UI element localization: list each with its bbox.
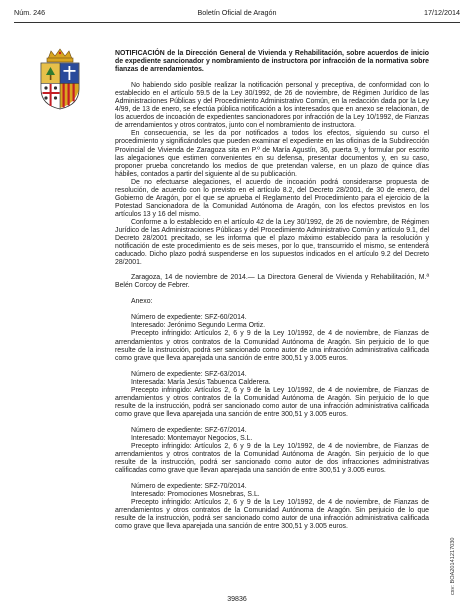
cve-code <box>450 475 456 595</box>
record-infraction: Precepto infringido: Artículos 2, 6 y 9 de la Ley 10/1992, de 4 de noviembre, de Fianzas de arrendamientos y otros contratos de la Comunidad Autónoma de Aragón. Sin perjuicio de lo que resulte de la instrucción, podrá ser sancionado como autor de una infracción administrativa calificada como grave que lleva aparejada una sanción de entre 300,51 y 3.005 euros. <box>115 330 429 362</box>
record-party: Interesada: María Jesús Tabuenca Calderera. <box>131 378 271 386</box>
issue-date: 17/12/2014 <box>424 8 460 17</box>
record-number: Número de expediente: SFZ-63/2014. <box>131 370 247 378</box>
list-item <box>115 427 429 475</box>
issue-number: Núm. 246 <box>14 8 46 17</box>
record-party: Interesado: Promociones Mosnebras, S.L. <box>131 491 260 499</box>
signature-line: Zaragoza, 14 de noviembre de 2014.— La Directora General de Vivienda y Rehabilitación, M.ª Belén Corcoy de Febrer. <box>115 274 429 290</box>
record-infraction: Precepto infringido: Artículos 2, 6 y 9 de la Ley 10/1992, de 4 de noviembre, de Fianzas de arrendamientos y otros contratos de la Comunidad Autónoma de Aragón. Sin perjuicio de lo que resulte de la instrucción, podrá ser sancionado como autor de dos infracciones administrativas calificadas como grave que llevan aparejada una sanción de entre 300,51 y 3.005 euros. <box>115 443 429 475</box>
record-number: Número de expediente: SFZ-70/2014. <box>131 483 247 491</box>
aragon-coat-of-arms-icon <box>34 47 86 111</box>
page-number: 39836 <box>227 596 247 603</box>
paragraph-allegations: De no efectuarse alegaciones, el acuerdo de incoación podrá considerarse propuesta de resolución, de acuerdo con lo previsto en el artículo 8.2, del Decreto 28/2001, de 30 de enero, del Gobierno de Aragón, por el que se aprueba el Reglamento del Procedimiento para el ejercicio de la Potestad Sancionadora de la Comunidad Autónoma de Aragón, con los efectos previstos en los artículos 13 y 16 del mismo. <box>115 178 429 218</box>
list-item <box>115 371 429 419</box>
publication-name: Boletín Oficial de Aragón <box>197 8 277 17</box>
annex-label: Anexo: <box>131 298 153 306</box>
notice-title: NOTIFICACIÓN de la Dirección General de Vivienda y Rehabilitación, sobre acuerdos de inicio de expediente sancionador y nombramiento de instructora por infracción de la normativa sobre fianzas de arrendamientos. <box>115 50 429 74</box>
paragraph-deadline: Conforme a lo establecido en el artículo 42 de la Ley 30/1992, de 26 de noviembre, de Régimen Jurídico de las Administraciones Públicas y del Procedimiento Administrativo Común y artículo 9.1, del Decreto 28/2001 precitado, se les informa que el plazo máximo establecido para la resolución y notificación de este procedimiento es de seis meses, por lo que, transcurrido el mismo, se entenderá caducado. Dicho plazo podrá suspenderse en los supuestos indicados en el artículo 9.2 del Decreto 28/2001. <box>115 218 429 267</box>
page-header <box>14 6 460 20</box>
list-item <box>115 483 429 531</box>
cve-label: csv: BOA20141217030 <box>450 537 456 595</box>
record-party: Interesado: Montemayor Negocios, S.L. <box>131 434 253 442</box>
notice-body <box>115 50 429 539</box>
record-infraction: Precepto infringido: Artículos 2, 6 y 9 de la Ley 10/1992, de 4 de noviembre, de Fianzas de arrendamientos y otros contratos de la Comunidad Autónoma de Aragón. Sin perjuicio de lo que resulte de la instrucción, podrá ser sancionado como autor de una infracción administrativa calificada como grave que lleva aparejada una sanción de entre 300,51 y 3.005 euros. <box>115 499 429 531</box>
list-item <box>115 314 429 362</box>
record-number: Número de expediente: SFZ-67/2014. <box>131 426 247 434</box>
paragraph-consequences: En consecuencia, se les da por notificados a todos los efectos, siguiendo su curso el procedimiento y significándoles que pueden examinar el expediente en las oficinas de la Subdirección Provincial de Vivienda de Zaragoza sita en P.º de María Agustín, 36, puerta 9, y formular por escrito las alegaciones que estimen convenientes en su defensa, presentar documentos y, en su caso, proponer prueba concretando los medios de que pretendan valerse, en un plazo de quince días hábiles, contados a partir del siguiente al de su publicación. <box>115 130 429 178</box>
paragraph-notification: No habiendo sido posible realizar la notificación personal y preceptiva, de conformidad con lo establecido en el artículo 59.5 de la Ley 30/1992, de 26 de noviembre, de Régimen Jurídico de las Administraciones Públicas y del Procedimiento Administrativo Común, en la redacción dada por la Ley 4/99, de 13 de enero, se efectúa pública notificación a los interesados que en anexo se relacionan, de los acuerdos de incoación de expedientes sancionadores por infracción de la Ley 10/1992, de Fianzas de arrendamientos y otros contratos, junto con el nombramiento de instructora. <box>115 82 429 130</box>
header-rule <box>14 22 460 23</box>
record-infraction: Precepto infringido: Artículos 2, 6 y 9 de la Ley 10/1992, de 4 de noviembre, de Fianzas de arrendamientos y otros contratos de la Comunidad Autónoma de Aragón. Sin perjuicio de lo que resulte de la instrucción, podrá ser sancionado como autor de una infracción administrativa calificada como grave que lleva aparejada una sanción de entre 300,51 y 3.005 euros. <box>115 386 429 418</box>
record-number: Número de expediente: SFZ-60/2014. <box>131 314 247 322</box>
record-party: Interesado: Jerónimo Segundo Lerma Ortiz. <box>131 322 266 330</box>
